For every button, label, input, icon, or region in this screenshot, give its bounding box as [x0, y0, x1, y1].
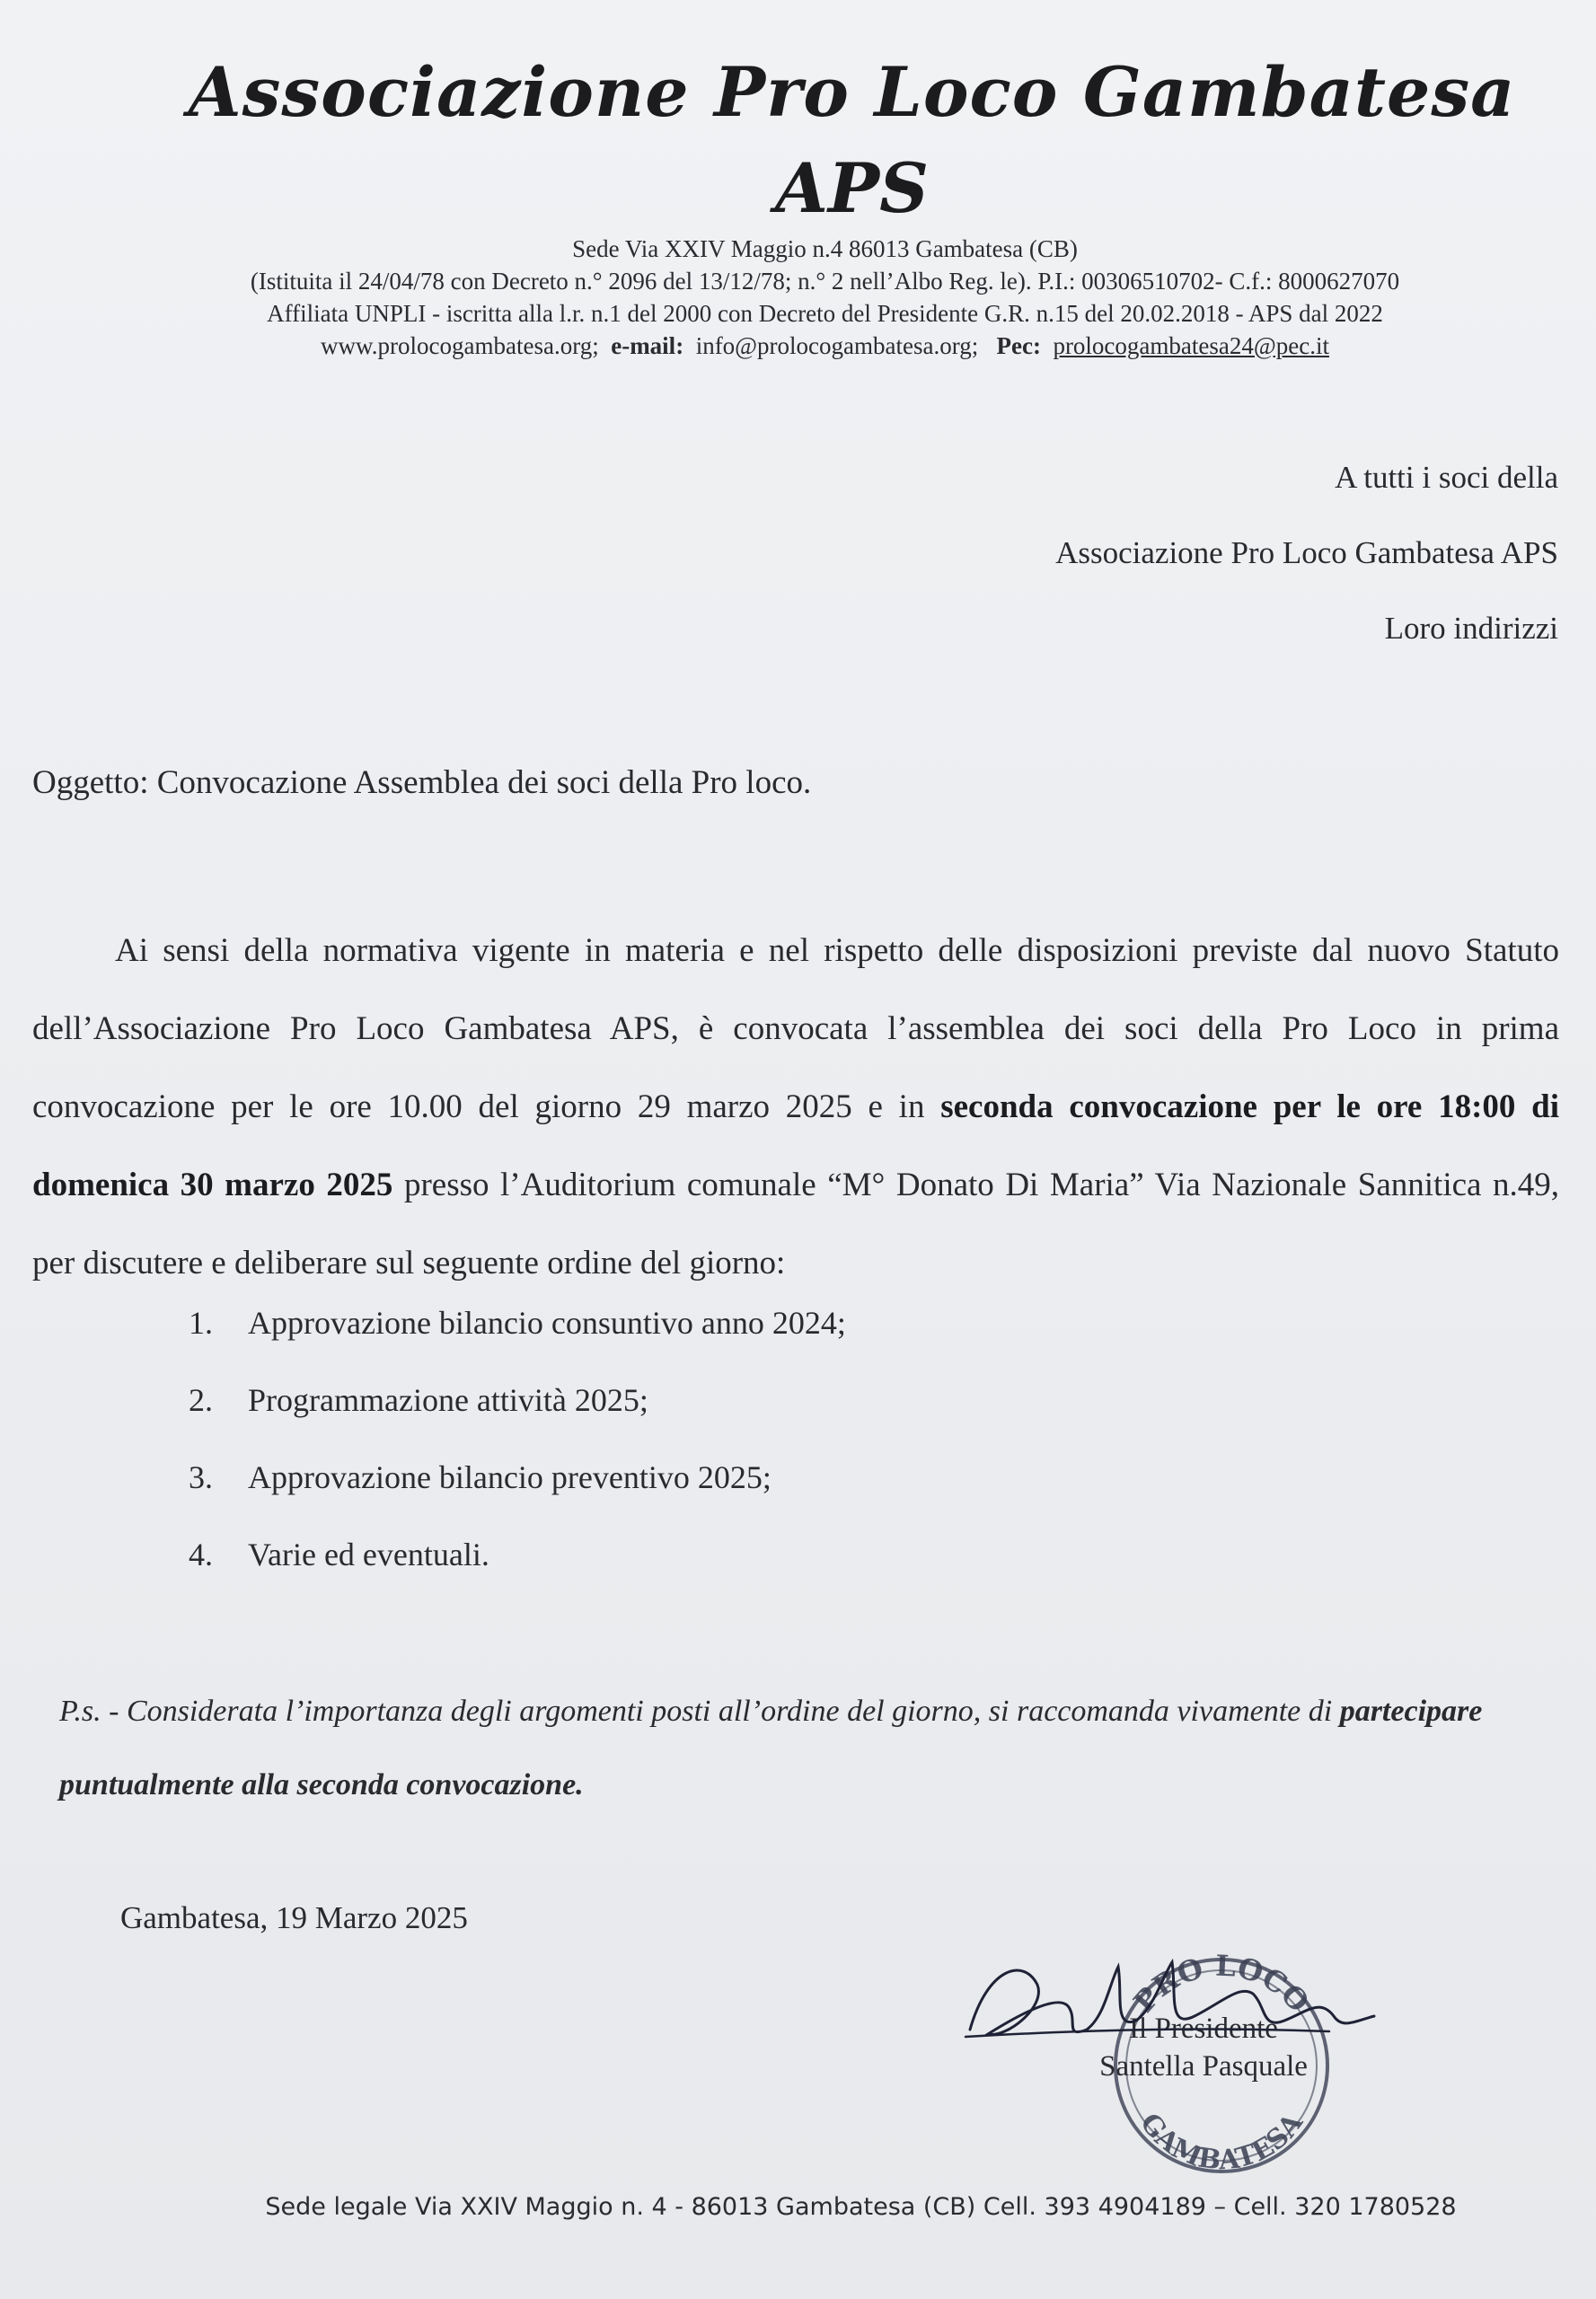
footer-legal: Sede legale Via XXIV Maggio n. 4 - 86013 Gambatesa (CB) Cell. 393 4904189 – Cell. 320 1780528	[265, 2193, 1457, 2221]
pec-label: Pec:	[996, 332, 1041, 359]
body-text-2: presso l’Auditorium comunale “M° Donato Di Maria” Via Nazionale Sannitica n.49, per discutere e deliberare sul seguente ordine del giorno:	[32, 1167, 1559, 1282]
handwritten-signature	[952, 1931, 1383, 2066]
agenda-text: Approvazione bilancio preventivo 2025;	[248, 1459, 772, 1495]
header-affiliata: Affiliata UNPLI - iscritta alla l.r. n.1 del 2000 con Decreto del Presidente G.R. n.15 del 20.02.2018 - APS dal 2022	[267, 300, 1383, 327]
agenda-number: 2.	[189, 1382, 213, 1418]
association-title-aps: APS	[775, 148, 929, 228]
header-contacts	[0, 332, 1596, 360]
postscript-text: P.s. - Considerata l’importanza degli argomenti posti all’ordine del giorno, si raccomanda vivamente di	[59, 1695, 1340, 1728]
svg-text:GAMBATESA: GAMBATESA	[1133, 2107, 1309, 2177]
subject-line: Oggetto: Convocazione Assemblea dei soci della Pro loco.	[32, 764, 812, 801]
body-text-1: Ai sensi della normativa vigente in materia e nel rispetto delle disposizioni previste dal nuovo Statuto dell’Associazione Pro Loco Gambatesa APS, è convocata l’assemblea dei soci della Pro Loco in prima convocazione per le ore 10.00 del giorno 29 marzo 2025 e in	[32, 932, 1559, 1125]
list-item	[189, 1381, 846, 1458]
postscript	[59, 1675, 1550, 1822]
header-sede: Sede Via XXIV Maggio n.4 86013 Gambatesa (CB)	[572, 235, 1078, 262]
association-title: Associazione Pro Loco Gambatesa	[188, 52, 1516, 132]
recipient-line2: Associazione Pro Loco Gambatesa APS	[1055, 535, 1558, 570]
agenda-text: Varie ed eventuali.	[248, 1537, 489, 1572]
svg-text:PRO LOCO: PRO LOCO	[1126, 1948, 1317, 2020]
signer-name: Santella Pasquale	[1099, 2050, 1308, 2083]
email-label: e-mail:	[611, 332, 684, 359]
recipient-line1: A tutti i soci della	[1335, 460, 1558, 495]
agenda-number: 1.	[189, 1305, 213, 1341]
signer-role: Il Presidente	[1129, 2013, 1278, 2045]
pec-link[interactable]: prolocogambatesa24@pec.it	[1053, 332, 1329, 359]
agenda-number: 3.	[189, 1459, 213, 1495]
email-link[interactable]: info@prolocogambatesa.org;	[695, 332, 979, 359]
agenda-number: 4.	[189, 1537, 213, 1572]
header-istituita: (Istituita il 24/04/78 con Decreto n.° 2096 del 13/12/78; n.° 2 nell’Albo Reg. le). P.I.: 00306510702- C.f.: 8000627070	[250, 268, 1400, 295]
list-item	[189, 1304, 846, 1381]
agenda-text: Approvazione bilancio consuntivo anno 2024;	[248, 1305, 846, 1341]
agenda-list	[189, 1304, 846, 1613]
list-item	[189, 1536, 846, 1613]
body-bold-text: seconda convocazione per le ore 18:00 di domenica 30 marzo 2025	[32, 1088, 1559, 1203]
letter-date: Gambatesa, 19 Marzo 2025	[120, 1900, 468, 1935]
list-item	[189, 1458, 846, 1536]
recipient-line3: Loro indirizzi	[1384, 611, 1558, 646]
website-link[interactable]: www.prolocogambatesa.org;	[321, 332, 599, 359]
postscript-bold: partecipare puntualmente alla seconda convocazione.	[59, 1695, 1483, 1801]
agenda-text: Programmazione attività 2025;	[248, 1382, 648, 1418]
letter-body	[32, 912, 1559, 1302]
